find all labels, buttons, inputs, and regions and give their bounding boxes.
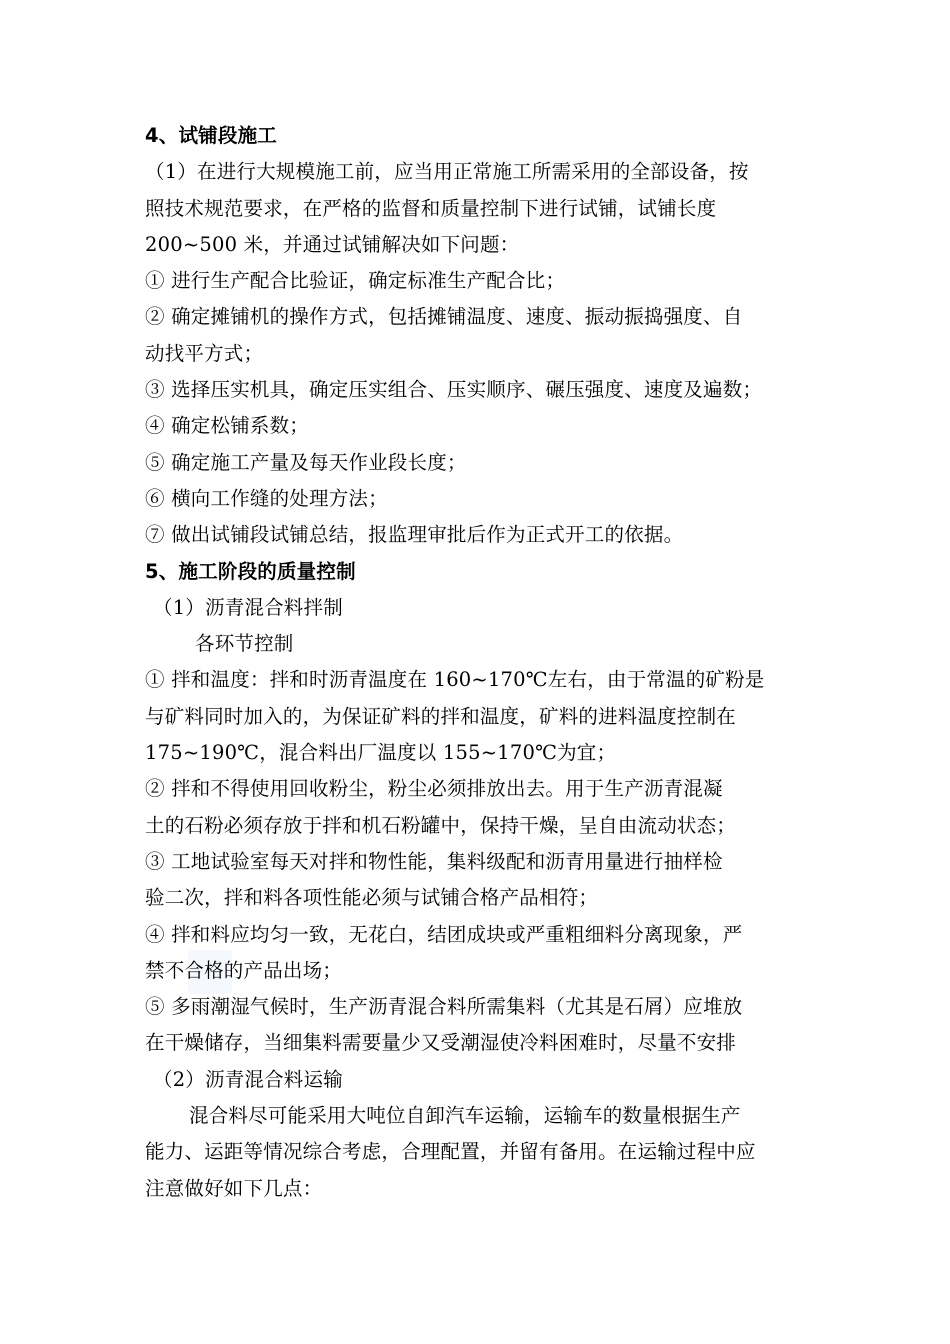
subsection-heading: （2）沥青混合料运输: [153, 1067, 343, 1091]
list-item-continued: 175~190℃，混合料出厂温度以 155~170℃为宜；: [145, 741, 617, 765]
paragraph-line: 能力、运距等情况综合考虑，合理配置，并留有备用。在运输过程中应: [145, 1140, 756, 1164]
list-item: ⑤ 多雨潮湿气候时，生产沥青混合料所需集料（尤其是石屑）应堆放: [145, 995, 743, 1019]
list-item: ④ 确定松铺系数；: [145, 414, 309, 438]
list-item-continued: 动找平方式；: [145, 341, 264, 365]
section-heading-4: 4、试铺段施工: [145, 124, 277, 147]
paragraph-line: 注意做好如下几点：: [145, 1176, 323, 1200]
paragraph-line: （1）在进行大规模施工前，应当用正常施工所需采用的全部设备，按: [145, 160, 749, 184]
list-item: ③ 工地试验室每天对拌和物性能，集料级配和沥青用量进行抽样检: [145, 849, 723, 873]
paragraph-line: 照技术规范要求，在严格的监督和质量控制下进行试铺，试铺长度: [145, 196, 717, 220]
list-item: ① 拌和温度：拌和时沥青温度在 160~170℃左右，由于常温的矿粉是: [145, 668, 765, 692]
list-item-continued: 验二次，拌和料各项性能必须与试铺合格产品相符；: [145, 886, 599, 910]
list-item: ③ 选择压实机具，确定压实组合、压实顺序、碾压强度、速度及遍数；: [145, 378, 763, 402]
list-item: ⑥ 横向工作缝的处理方法；: [145, 486, 388, 510]
list-item-continued: 土的石粉必须存放于拌和机石粉罐中，保持干燥，呈自由流动状态；: [145, 813, 737, 837]
subsection-label: 各环节控制: [195, 632, 294, 656]
list-item: ② 确定摊铺机的操作方式，包括摊铺温度、速度、振动振捣强度、自: [145, 305, 743, 329]
paragraph-line: 200~500 米，并通过试铺解决如下问题：: [145, 232, 520, 256]
list-item-continued: 禁不合格的产品出场；: [145, 958, 343, 982]
list-item: ⑤ 确定施工产量及每天作业段长度；: [145, 450, 467, 474]
list-item: ④ 拌和料应均匀一致，无花白，结团成块或严重粗细料分离现象，严: [145, 922, 743, 946]
document-body: [145, 118, 810, 1207]
paragraph-line: 混合料尽可能采用大吨位自卸汽车运输，运输车的数量根据生产: [189, 1104, 741, 1128]
list-item-continued: 在干燥储存，当细集料需要量少又受潮湿使冷料困难时，尽量不安排: [145, 1031, 737, 1055]
list-item: ① 进行生产配合比验证，确定标准生产配合比；: [145, 269, 566, 293]
subsection-heading: （1）沥青混合料拌制: [153, 595, 343, 619]
section-heading-5: 5、施工阶段的质量控制: [145, 559, 356, 583]
list-item: ② 拌和不得使用回收粉尘，粉尘必须排放出去。用于生产沥青混凝: [145, 777, 723, 801]
list-item: ⑦ 做出试铺段试铺总结，报监理审批后作为正式开工的依据。: [145, 523, 684, 547]
list-item-continued: 与矿料同时加入的，为保证矿料的拌和温度，矿料的进料温度控制在: [145, 704, 737, 728]
